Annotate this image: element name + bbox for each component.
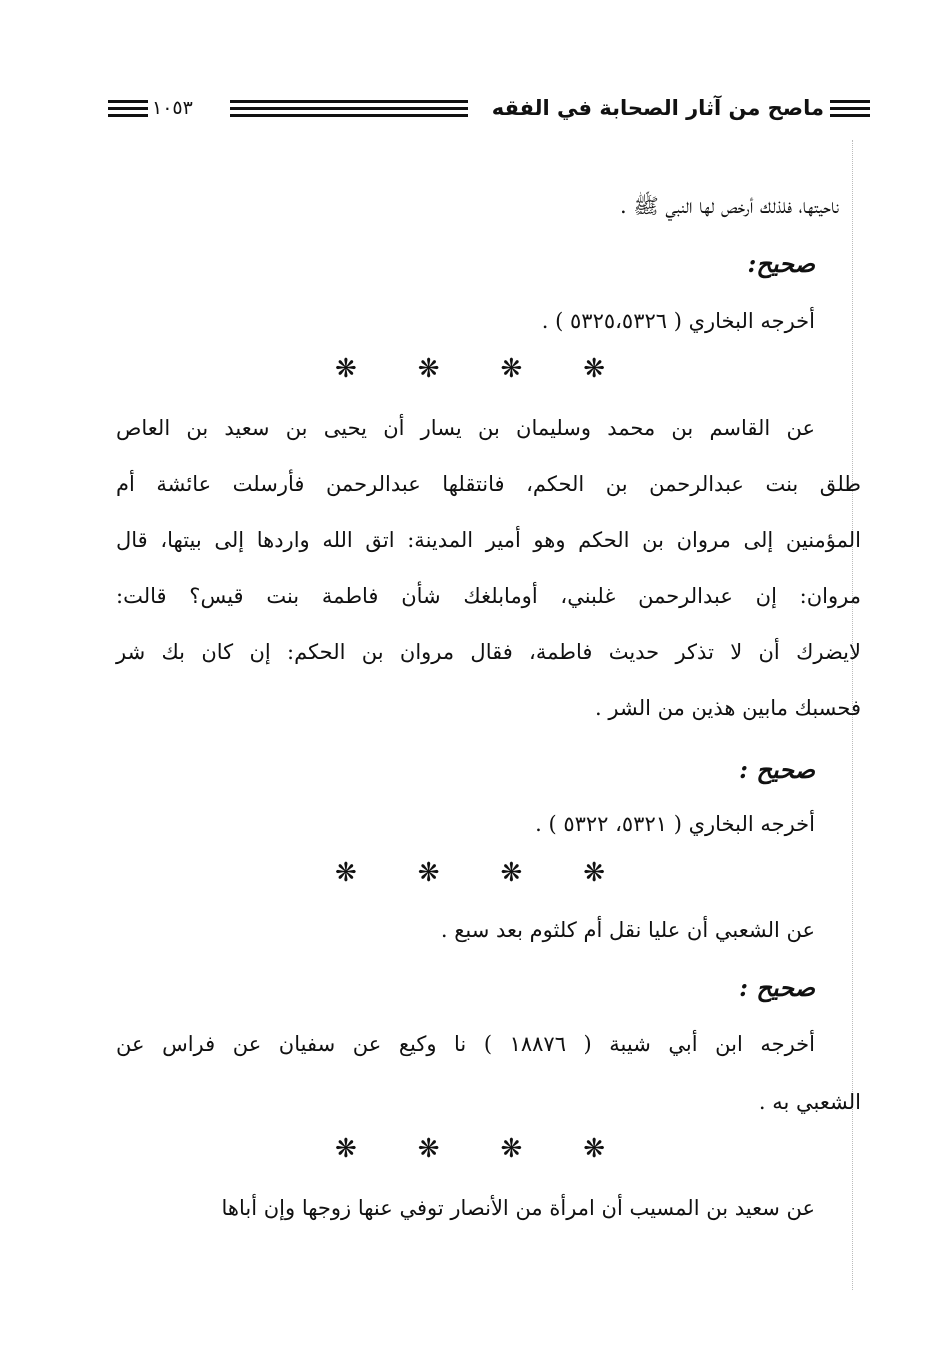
- star-icon: ❋: [500, 858, 523, 888]
- star-icon: ❋: [583, 1134, 605, 1164]
- star-icon: ❋: [500, 354, 523, 384]
- header-rule: [230, 100, 468, 103]
- running-title: ماصح من آثار الصحابة في الفقه: [491, 96, 824, 120]
- page-header: [108, 92, 870, 124]
- header-rule: [830, 114, 870, 117]
- section-heading: صحيح :: [739, 755, 815, 784]
- paragraph-line: المؤمنين إلى مروان بن الحكم وهو أمير المدينة: اتق الله واردها إلى بيتها، قال: [116, 528, 861, 552]
- section-heading: صحيح :: [739, 973, 815, 1002]
- citation-line: أخرجه البخاري ( ٥٣٢١، ٥٣٢٢ ) .: [535, 812, 815, 836]
- star-icon: ❋: [335, 1134, 357, 1164]
- citation-line: الشعبي به .: [758, 1090, 861, 1114]
- paragraph-line: مروان: إن عبدالرحمن غلبني، أومابلغك شأن فاطمة بنت قيس؟ قالت:: [116, 584, 861, 608]
- page-number: ١٠٥٣: [152, 97, 193, 119]
- separator: [335, 858, 605, 888]
- star-icon: ❋: [335, 354, 357, 384]
- paragraph-line: فحسبك مابين هذين من الشر .: [595, 696, 861, 720]
- section-heading: صحيح:: [747, 249, 815, 278]
- citation-line: أخرجه البخاري ( ٥٣٢٥،٥٣٢٦ ) .: [541, 309, 815, 333]
- star-icon: ❋: [335, 858, 357, 888]
- paragraph-line: عن القاسم بن محمد وسليمان بن يسار أن يحيى بن سعيد بن العاص: [116, 416, 815, 440]
- header-rule: [108, 114, 148, 117]
- header-rule: [230, 107, 468, 110]
- star-icon: ❋: [583, 858, 605, 888]
- header-rule: [830, 107, 870, 110]
- star-icon: ❋: [417, 354, 440, 384]
- paragraph-line: لايضرك أن لا تذكر حديث فاطمة، فقال مروان بن الحكم: إن كان بك شر: [116, 640, 861, 664]
- header-rule: [230, 114, 468, 117]
- text-line: ناحيتها، فلذلك أرخص لها النبي ﷺ .: [620, 194, 839, 218]
- text-line: عن الشعبي أن عليا نقل أم كلثوم بعد سبع .: [440, 918, 815, 942]
- citation-line: أخرجه ابن أبي شيبة ( ١٨٨٧٦ ) نا وكيع عن سفيان عن فراس عن: [116, 1032, 815, 1056]
- star-icon: ❋: [417, 858, 440, 888]
- header-rule: [108, 107, 148, 110]
- star-icon: ❋: [500, 1134, 523, 1164]
- paragraph-line: طلق بنت عبدالرحمن بن الحكم، فانتقلها عبدالرحمن فأرسلت عائشة أم: [116, 472, 861, 496]
- star-icon: ❋: [583, 354, 605, 384]
- text-line: عن سعيد بن المسيب أن امرأة من الأنصار توفي عنها زوجها وإن أباها: [221, 1196, 815, 1220]
- header-rule: [830, 100, 870, 103]
- header-rule: [108, 100, 148, 103]
- separator: [335, 354, 605, 384]
- separator: [335, 1134, 605, 1164]
- star-icon: ❋: [417, 1134, 440, 1164]
